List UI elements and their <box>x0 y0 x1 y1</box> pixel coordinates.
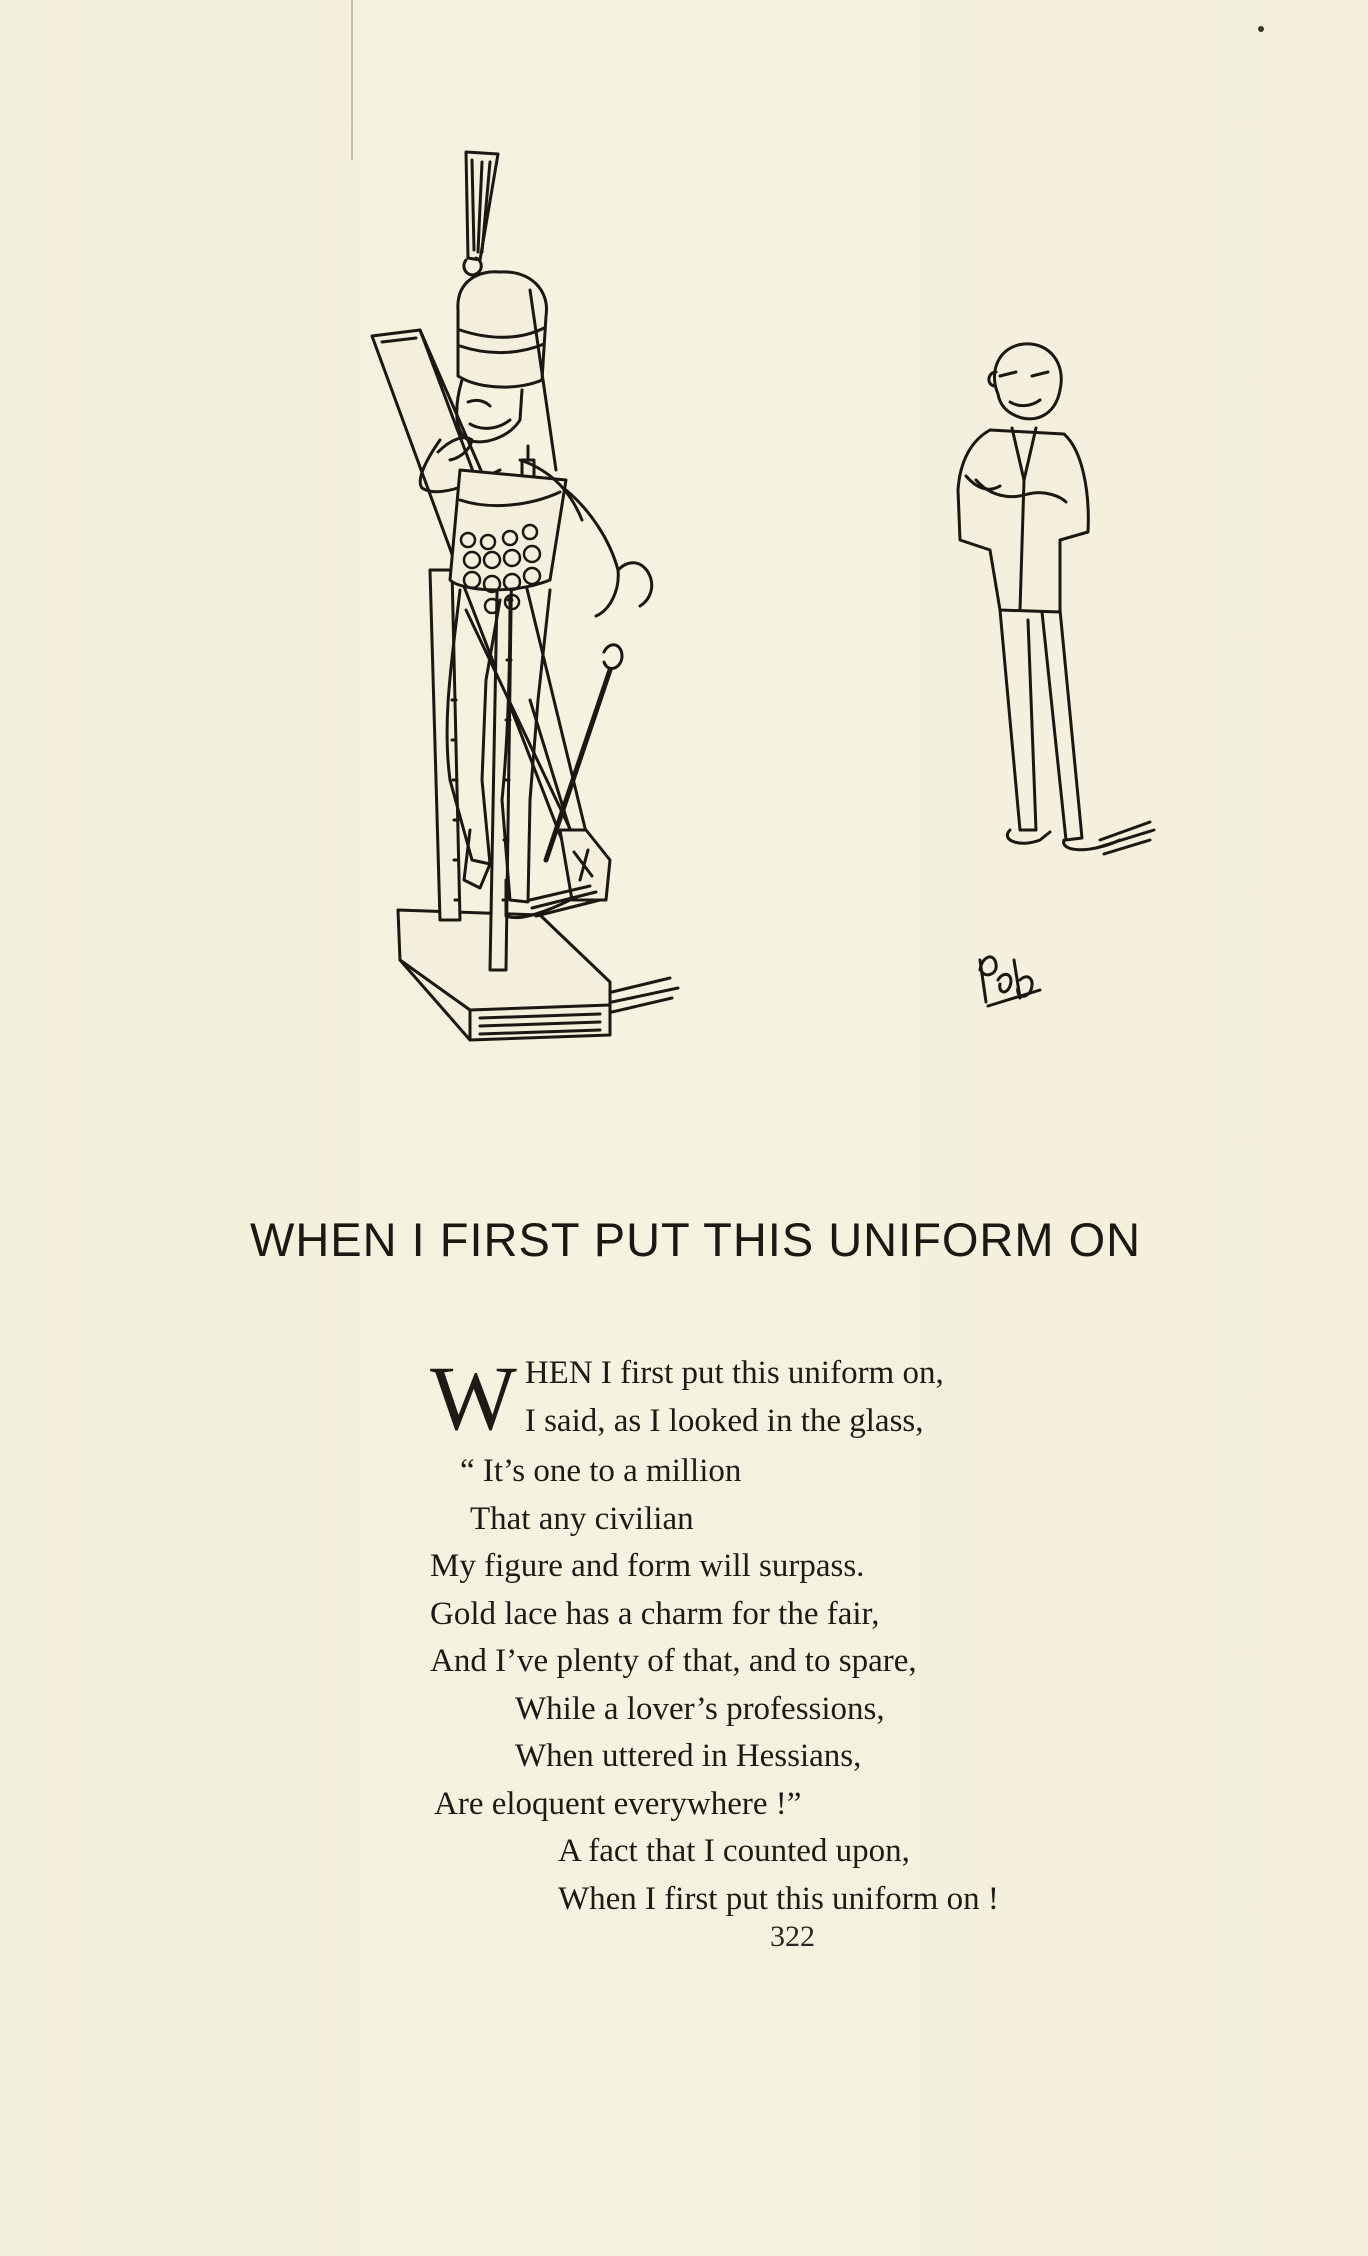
poem-line: And I’ve plenty of that, and to spare, <box>430 1643 917 1679</box>
poem-line: My figure and form will surpass. <box>430 1548 865 1584</box>
poem-line: A fact that I counted upon, <box>558 1833 910 1869</box>
drop-cap: W <box>430 1347 517 1449</box>
poem-line: Gold lace has a charm for the fair, <box>430 1595 880 1632</box>
illustration-soldier-at-mirror <box>360 140 1160 1060</box>
poem-line: HEN I first put this uniform on, <box>524 1355 944 1391</box>
page-number: 322 <box>770 1920 815 1953</box>
poem-body <box>430 1347 1290 1923</box>
poem-line: “ It’s one to a million <box>460 1453 742 1489</box>
poem-line: While a lover’s professions, <box>515 1690 885 1727</box>
bab-signature-mark <box>980 957 1040 1006</box>
poem-line: When uttered in Hessians, <box>515 1738 862 1774</box>
gutter-line <box>351 0 353 160</box>
ink-speck <box>1258 26 1264 32</box>
mirror-stand <box>372 330 678 1040</box>
poem-line: When I first put this uniform on ! <box>558 1880 999 1917</box>
page-title: WHEN I FIRST PUT THIS UNIFORM ON <box>250 1213 1142 1266</box>
poem-line: I said, as I looked in the glass, <box>524 1402 924 1439</box>
gentleman-onlooker <box>958 344 1154 854</box>
poem-line: That any civilian <box>470 1500 694 1537</box>
poem-line: Are eloquent everywhere !” <box>434 1785 802 1822</box>
hussar-soldier <box>420 152 651 918</box>
